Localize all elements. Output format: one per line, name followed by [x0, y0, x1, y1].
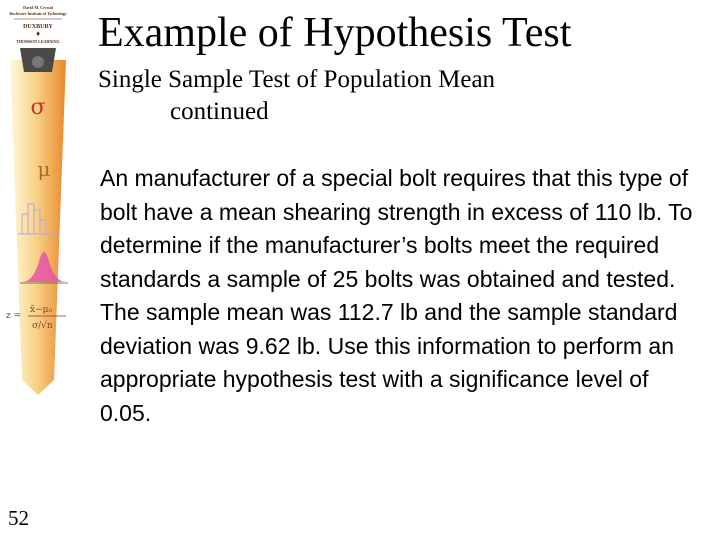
logo-author: David M. Crystal — [23, 5, 53, 10]
svg-text:x̄−μ₀: x̄−μ₀ — [30, 305, 53, 315]
logo-institution: Rochester Institute of Technology — [9, 11, 67, 16]
mu-icon: μ — [37, 157, 51, 181]
svg-text:σ/√n: σ/√n — [32, 321, 53, 331]
tie-graphic — [0, 0, 80, 540]
slide-title: Example of Hypothesis Test — [98, 10, 572, 56]
svg-text:z =: z = — [6, 311, 22, 321]
sigma-icon: σ — [30, 95, 46, 120]
logo-publisher: DUXBURY — [23, 24, 53, 30]
problem-statement: An manufacturer of a special bolt requires that this type of bolt have a mean shearing strength in excess of 110 lb. To determine if the manufacturer’s bolts meet the required standards a sample of 25 bolts was obtained and tested. The sample mean was 112.7 lb and the sample standard deviation was 9.62 lb. Use this information to perform an appropriate hypothesis test with a significance level of 0.05. — [100, 165, 693, 426]
subtitle-line-1: Single Sample Test of Population Mean — [98, 66, 496, 93]
slide-subtitle — [98, 64, 495, 128]
svg-text:♦: ♦ — [35, 29, 41, 38]
logo-imprint: THOMSON LEARNING — [16, 39, 60, 44]
slide-number: 52 — [8, 506, 29, 530]
tie-decoration — [0, 0, 80, 540]
subtitle-line-2: continued — [170, 98, 269, 125]
